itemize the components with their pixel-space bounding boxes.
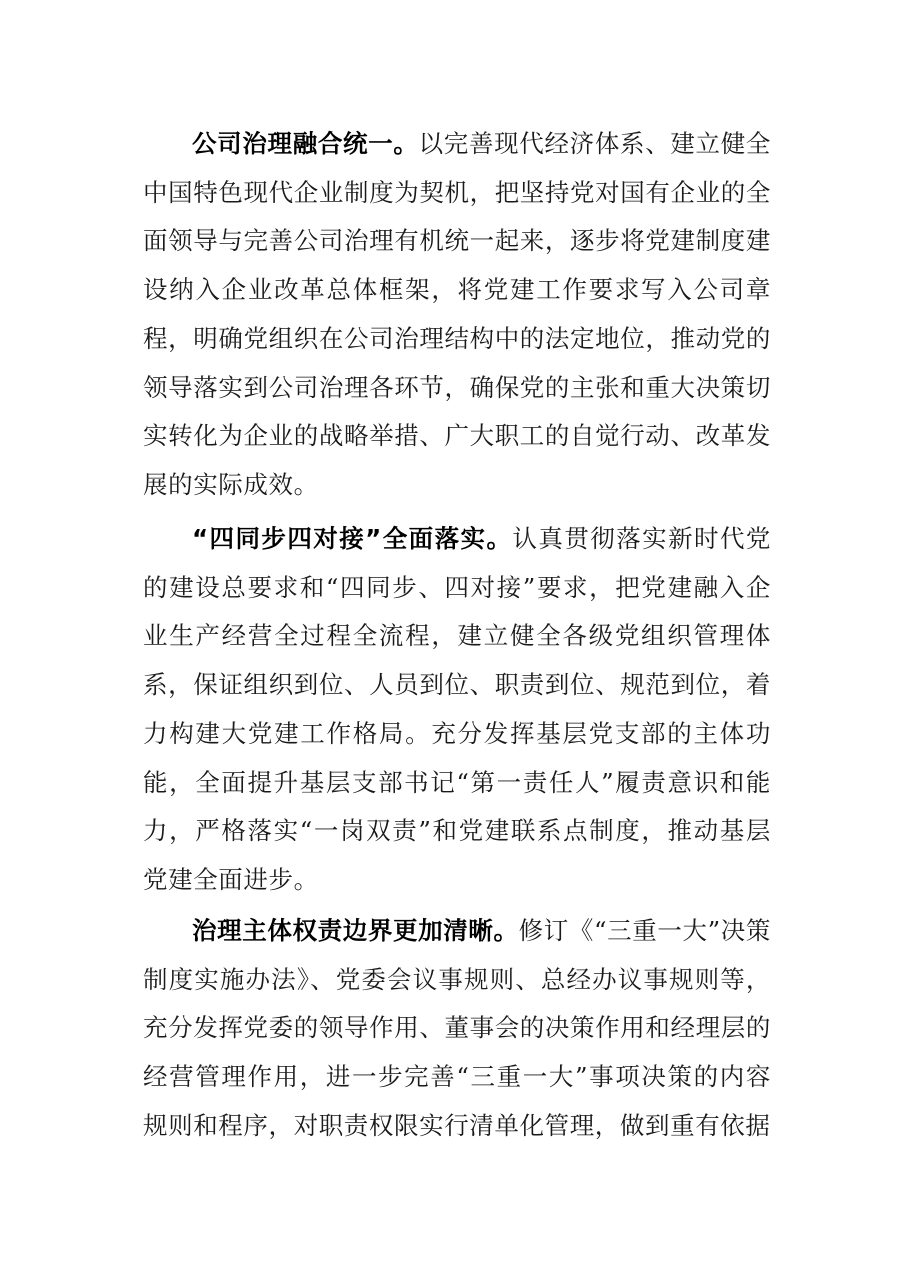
paragraph-corporate-governance bbox=[143, 120, 771, 510]
paragraph-heading: “四同步四对接”全面落实。 bbox=[192, 524, 513, 553]
paragraph-body: 修订《“三重一大”决策制度实施办法》、党委会议事规则、总经办议事规则等，充分发挥党委的领导作用、董事会的决策作用和经理层的经营管理作用，进一步完善“三重一大”事项决策的内容规则和程序，对职责权限实行清单化管理，做到重有依据 bbox=[143, 916, 771, 1140]
paragraph-body: 认真贯彻落实新时代党的建设总要求和“四同步、四对接”要求，把党建融入企业生产经营全过程全流程，建立健全各级党组织管理体系，保证组织到位、人员到位、职责到位、规范到位，着力构建大党建工作格局。充分发挥基层党支部的主体功能，全面提升基层支部书记“第一责任人”履责意识和能力，严格落实“一岗双责”和党建联系点制度，推动基层党建全面进步。 bbox=[143, 524, 771, 894]
paragraph-body: 以完善现代经济体系、建立健全中国特色现代企业制度为契机，把坚持党对国有企业的全面领导与完善公司治理有机统一起来，逐步将党建制度建设纳入企业改革总体框架，将党建工作要求写入公司章程，明确党组织在公司治理结构中的法定地位，推动党的领导落实到公司治理各环节，确保党的主张和重大决策切实转化为企业的战略举措、广大职工的自觉行动、改革发展的实际成效。 bbox=[143, 129, 771, 499]
paragraph-heading: 治理主体权责边界更加清晰。 bbox=[192, 916, 519, 945]
paragraph-four-synchronizations bbox=[143, 515, 771, 905]
paragraph-heading: 公司治理融合统一。 bbox=[192, 129, 419, 158]
paragraph-responsibility-boundaries bbox=[143, 907, 771, 1151]
